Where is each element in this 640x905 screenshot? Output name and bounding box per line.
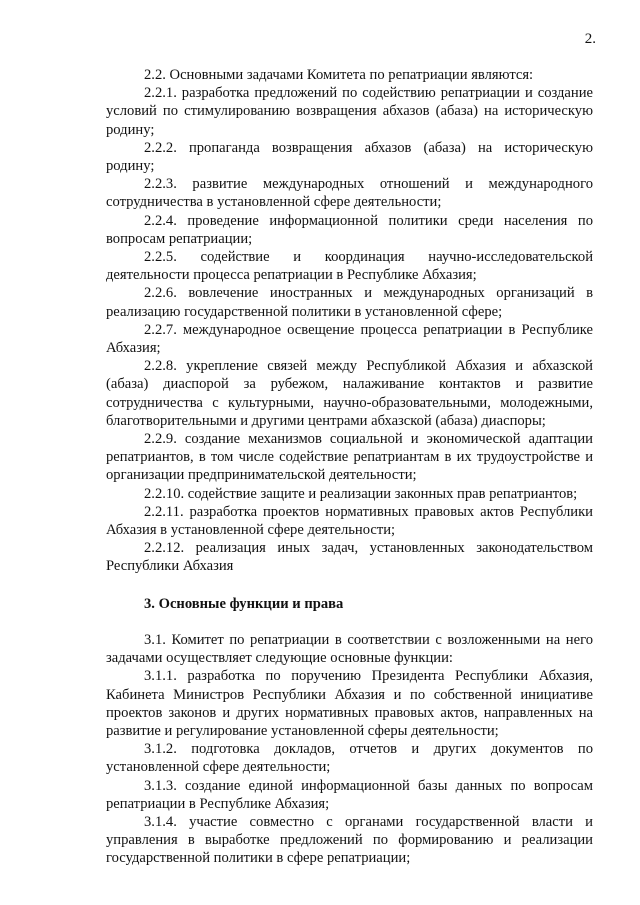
clause-2-2-12: 2.2.12. реализация иных задач, установленных законодательством Республики Абхазия bbox=[106, 540, 593, 575]
clause-2-2-6: 2.2.6. вовлечение иностранных и международных организаций в реализацию государственной политики в установленной сфере; bbox=[106, 285, 593, 320]
clause-2-2-11: 2.2.11. разработка проектов нормативных правовых актов Республики Абхазия в установленной сфере деятельности; bbox=[106, 503, 593, 539]
clause-2-2-9: 2.2.9. создание механизмов социальной и экономической адаптации репатриантов, в том числе содействие репатриантам в их трудоустройстве и организации предпринимательской деятельности; bbox=[106, 431, 593, 484]
clause-2-2-5: 2.2.5. содействие и координация научно-исследовательской деятельности процесса репатриации в Республике Абхазия; bbox=[106, 249, 593, 284]
clause-3-1-2: 3.1.2. подготовка докладов, отчетов и других документов по установленной сфере деятельности; bbox=[106, 741, 593, 776]
clause-2-2-4: 2.2.4. проведение информационной политики среди населения по вопросам репатриации; bbox=[106, 212, 593, 247]
page-number: 2. bbox=[584, 31, 596, 47]
clause-3-1-3: 3.1.3. создание единой информационной базы данных по вопросам репатриации в Республике Абхазия; bbox=[106, 777, 593, 812]
document-body bbox=[106, 66, 593, 868]
clause-3-1-1: 3.1.1. разработка по поручению Президента Республики Абхазия, Кабинета Министров Республики Абхазия и по собственной инициативе проектов законов и других нормативных правовых актов, направленных на развитие и регулирование установленной сферы деятельности; bbox=[106, 668, 593, 739]
clause-2-2-10: 2.2.10. содействие защите и реализации законных прав репатриантов; bbox=[144, 485, 578, 502]
section-3-1-intro: 3.1. Комитет по репатриации в соответствии с возложенными на него задачами осуществляет следующие основные функции: bbox=[106, 631, 593, 667]
clause-3-1-4: 3.1.4. участие совместно с органами государственной власти и управления в выработке предложений по формированию и реализации государственной политики в сфере репатриации; bbox=[106, 813, 593, 867]
section-2-2-intro: 2.2. Основными задачами Комитета по репатриации являются: bbox=[144, 67, 534, 83]
section-3-heading: 3. Основные функции и права bbox=[144, 595, 344, 612]
clause-2-2-3: 2.2.3. развитие международных отношений и международного сотрудничества в установленной сфере деятельности; bbox=[106, 176, 593, 211]
clause-2-2-8: 2.2.8. укрепление связей между Республикой Абхазия и абхазской (абаза) диаспорой за рубежом, налаживание контактов и развитие сотрудничества с культурными, научно-образовательными, молодежными, благотворительными и другими центрами абхазской (абаза) диаспоры; bbox=[106, 358, 593, 429]
clause-2-2-1: 2.2.1. разработка предложений по содействию репатриации и создание условий по стимулированию возвращения абхазов (абаза) на историческую родину; bbox=[106, 85, 593, 138]
clause-2-2-2: 2.2.2. пропаганда возвращения абхазов (абаза) на историческую родину; bbox=[106, 139, 593, 175]
clause-2-2-7: 2.2.7. международное освещение процесса репатриации в Республике Абхазия; bbox=[106, 321, 593, 357]
